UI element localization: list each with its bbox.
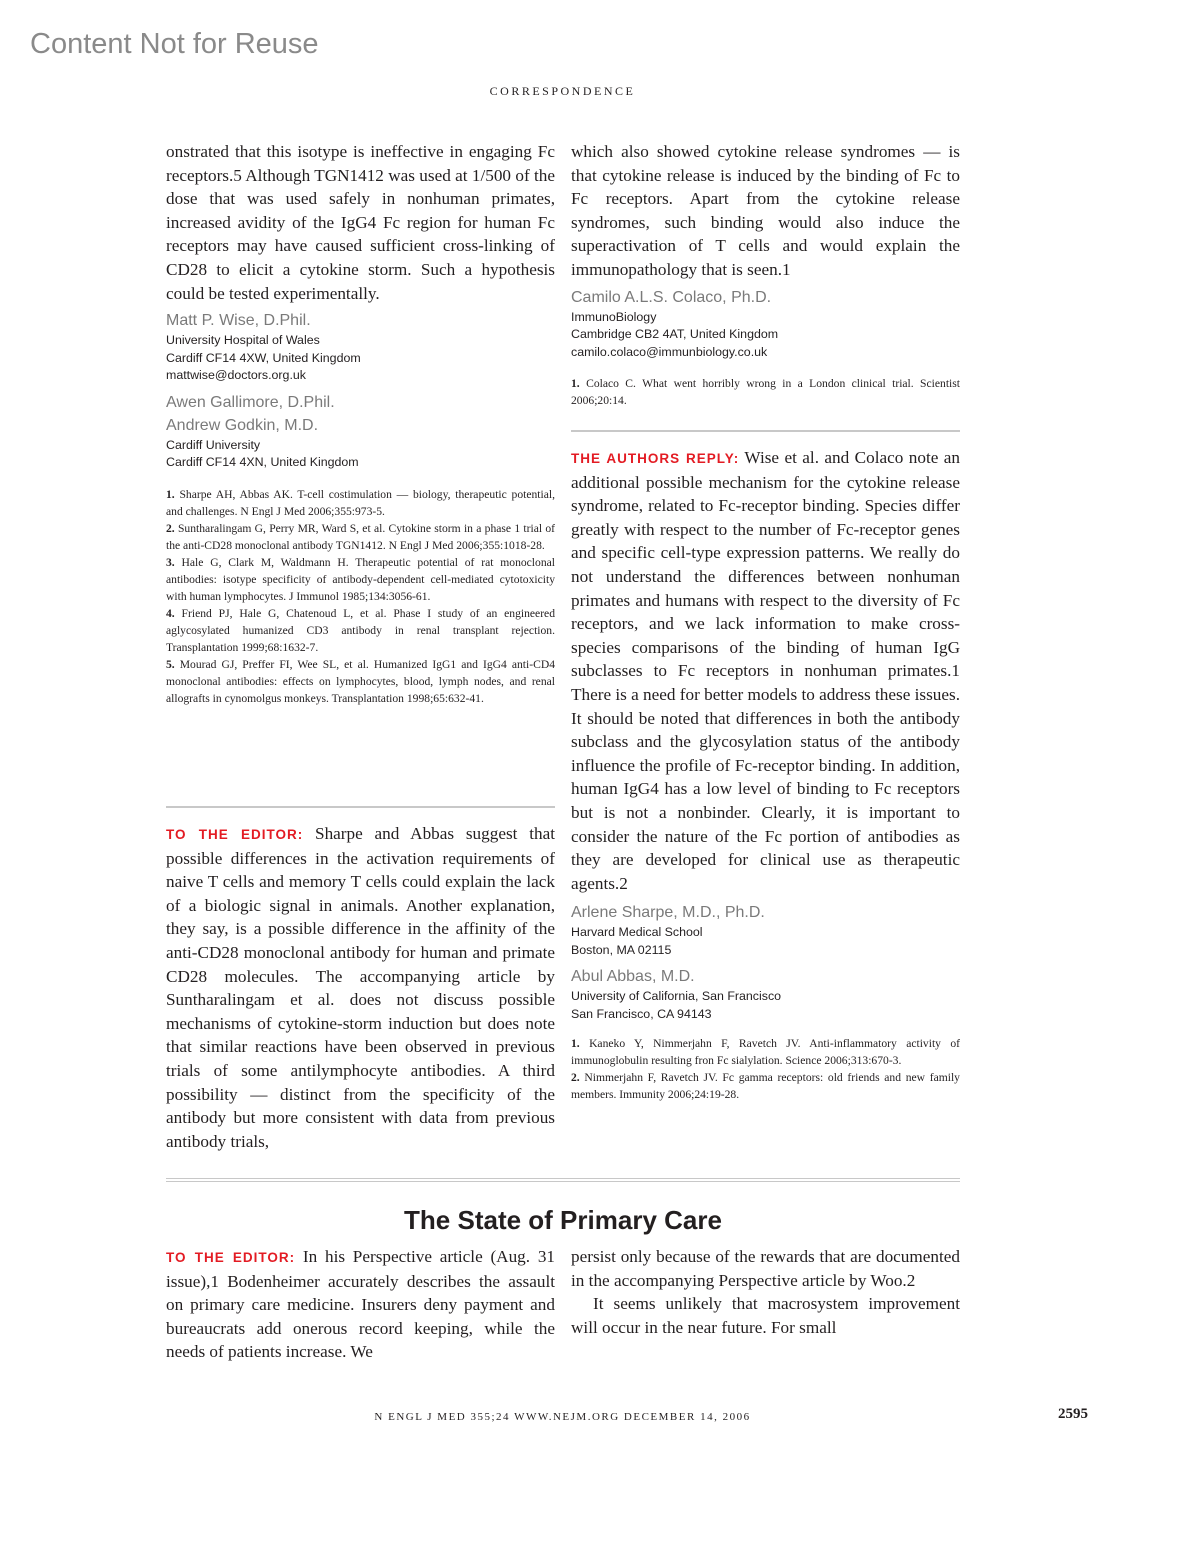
section-left-column xyxy=(166,1245,555,1364)
affiliation-address: Boston, MA 02115 xyxy=(571,942,672,957)
reference-item: 2. Suntharalingam G, Perry MR, Ward S, et al. Cytokine storm in a phase 1 trial of the anti-CD28 monoclonal antibody TGN1412. N Engl J Med 2006;355:1018-28. xyxy=(166,521,555,552)
section-title: The State of Primary Care xyxy=(404,1205,722,1235)
watermark: Content Not for Reuse xyxy=(30,28,319,60)
affiliation: University Hospital of Wales xyxy=(166,333,320,348)
signature-gallimore-godkin xyxy=(166,391,555,472)
affiliation-address: San Francisco, CA 94143 xyxy=(571,1006,712,1021)
section-right-column xyxy=(571,1245,960,1339)
signature-wise xyxy=(166,309,555,385)
author-name: Andrew Godkin, M.D. xyxy=(166,416,319,434)
author-name: Camilo A.L.S. Colaco, Ph.D. xyxy=(571,288,772,306)
author-name: Arlene Sharpe, M.D., Ph.D. xyxy=(571,904,765,922)
reference-item: 4. Friend PJ, Hale G, Chatenoud L, et al. Phase I study of an engineered aglycosylated humanized CD3 antibody in renal transplant rejection. Transplantation 1999;68:1632-7. xyxy=(166,606,555,654)
right-column xyxy=(571,140,960,409)
reference-list xyxy=(571,1035,960,1103)
affiliation-address: Cardiff CF14 4XN, United Kingdom xyxy=(166,455,359,470)
section-divider xyxy=(166,1178,960,1182)
running-head: CORRESPONDENCE xyxy=(489,84,636,98)
editor-letter: TO THE EDITOR: Sharpe and Abbas suggest that possible differences in the activation requirements of naive T cells and memory T cells could explain the lack of a biologic signal in animals. Another explanation, they say, is a possible difference in the affinity of the anti-CD28 monoclonal antibody for human and primate CD28 molecules. The accompanying article by Suntharalingam et al. does not discuss possible mechanisms of cytokine-storm induction but does note that similar reactions have been observed in previous trials of some antilymphocyte antibodies. A third possibility — distinct from the specificity of the antibody but more consistent with data from previous antibody trials, xyxy=(166,824,555,1151)
author-name: Awen Gallimore, D.Phil. xyxy=(166,393,335,411)
affiliation: Harvard Medical School xyxy=(571,925,703,940)
divider xyxy=(571,430,960,432)
reference-item: 1. Kaneko Y, Nimmerjahn F, Ravetch JV. Anti-inflammatory activity of immunoglobulin resulting fron Fc sialylation. Science 2006;313:670-3. xyxy=(571,1037,960,1068)
page-number: 2595 xyxy=(1058,1406,1088,1422)
right-paragraph: which also showed cytokine release syndromes — is that cytokine release is induced by the binding of Fc to Fc receptors. Apart from the cytokine release syndromes, such binding would also induce the superactivation of T cells and would explain the immunopathology that is seen.1 xyxy=(571,142,960,279)
signature-abbas xyxy=(571,965,960,1023)
authors-reply: THE AUTHORS REPLY: Wise et al. and Colaco note an additional possible mechanism for the cytokine release syndrome, related to Fc-receptor binding. Species differ greatly with respect to the number of Fc-receptor genes and specific cell-type expression patterns. We really do not understand the differences between nonhuman primates and humans with respect to the diversity of Fc receptors, and we lack information to make cross-species comparisons of the binding of human IgG subclasses to Fc receptors in nonhuman primates.1 There is a need for better models to address these issues. It should be noted that differences in both the antibody subclass and the glycosylation status of the antibody influence the profile of Fc-receptor binding. In addition, human IgG4 has a low level of binding to Fc receptors but is not a nonbinder. Clearly, it is important to consider the nature of the Fc portion of antibodies as they are developed for clinical use as therapeutic agents.2 xyxy=(571,448,961,893)
divider xyxy=(166,806,555,808)
author-email[interactable]: mattwise@doctors.org.uk xyxy=(166,368,306,383)
affiliation-address: Cardiff CF14 4XW, United Kingdom xyxy=(166,350,361,365)
section-paragraph: It seems unlikely that macrosystem improvement will occur in the near future. For small xyxy=(571,1294,960,1337)
author-email[interactable]: camilo.colaco@immunbiology.co.uk xyxy=(571,344,768,359)
reference-item: 5. Mourad GJ, Preffer FI, Wee SL, et al. Humanized IgG1 and IgG4 anti-CD4 monoclonal antibodies: effects on lymphocytes, blood, lymph nodes, and renal allografts in cynomolgus monkeys. Transplantation 1998;65:632-41. xyxy=(166,657,555,705)
signature-sharpe xyxy=(571,901,960,959)
author-name: Matt P. Wise, D.Phil. xyxy=(166,312,311,330)
reference-list xyxy=(571,375,960,409)
affiliation: University of California, San Francisco xyxy=(571,989,782,1004)
reference-list xyxy=(166,486,555,707)
editor-letter: TO THE EDITOR: In his Perspective article (Aug. 31 issue),1 Bodenheimer accurately describes the assault on primary care medicine. Insurers deny payment and bureaucrats add onerous record keeping, while the needs of patients increase. We xyxy=(166,1247,556,1362)
left-column xyxy=(166,140,555,707)
signature-colaco xyxy=(571,286,960,362)
reference-item: 1. Colaco C. What went horribly wrong in a London clinical trial. Scientist 2006;20:14. xyxy=(571,377,960,408)
affiliation: ImmunoBiology xyxy=(571,309,657,324)
left-paragraph: onstrated that this isotype is ineffective in engaging Fc receptors.5 Although TGN1412 was used at 1/500 of the dose that was used safely in nonhuman primates, increased avidity of the IgG4 Fc region for human Fc receptors may have caused sufficient cross-linking of CD28 to elicit a cytokine storm. Such a hypothesis could be tested experimentally. xyxy=(166,142,555,303)
journal-footer: N ENGL J MED 355;24 WWW.NEJM.ORG DECEMBER 14, 2006 xyxy=(374,1411,751,1423)
to-the-editor-label: TO THE EDITOR: xyxy=(166,827,304,842)
reference-item: 1. Sharpe AH, Abbas AK. T-cell costimulation — biology, therapeutic potential, and challenges. N Engl J Med 2006;355:973-5. xyxy=(166,487,555,518)
authors-reply-label: THE AUTHORS REPLY: xyxy=(571,451,740,466)
left-column-letter xyxy=(166,822,555,1153)
right-column-reply xyxy=(571,446,960,1103)
affiliation: Cardiff University xyxy=(166,437,261,452)
affiliation-address: Cambridge CB2 4AT, United Kingdom xyxy=(571,327,779,342)
author-name: Abul Abbas, M.D. xyxy=(571,968,695,986)
reference-item: 3. Hale G, Clark M, Waldmann H. Therapeutic potential of rat monoclonal antibodies: isotype specificity of antibody-dependent cell-mediated cytotoxicity with human lymphocytes. J Immunol 1985;134:3056-61. xyxy=(166,555,555,603)
to-the-editor-label: TO THE EDITOR: xyxy=(166,1250,296,1265)
reference-item: 2. Nimmerjahn F, Ravetch JV. Fc gamma receptors: old friends and new family members. Immunity 2006;24:19-28. xyxy=(571,1071,960,1102)
section-paragraph: persist only because of the rewards that are documented in the accompanying Perspective article by Woo.2 xyxy=(571,1247,960,1290)
